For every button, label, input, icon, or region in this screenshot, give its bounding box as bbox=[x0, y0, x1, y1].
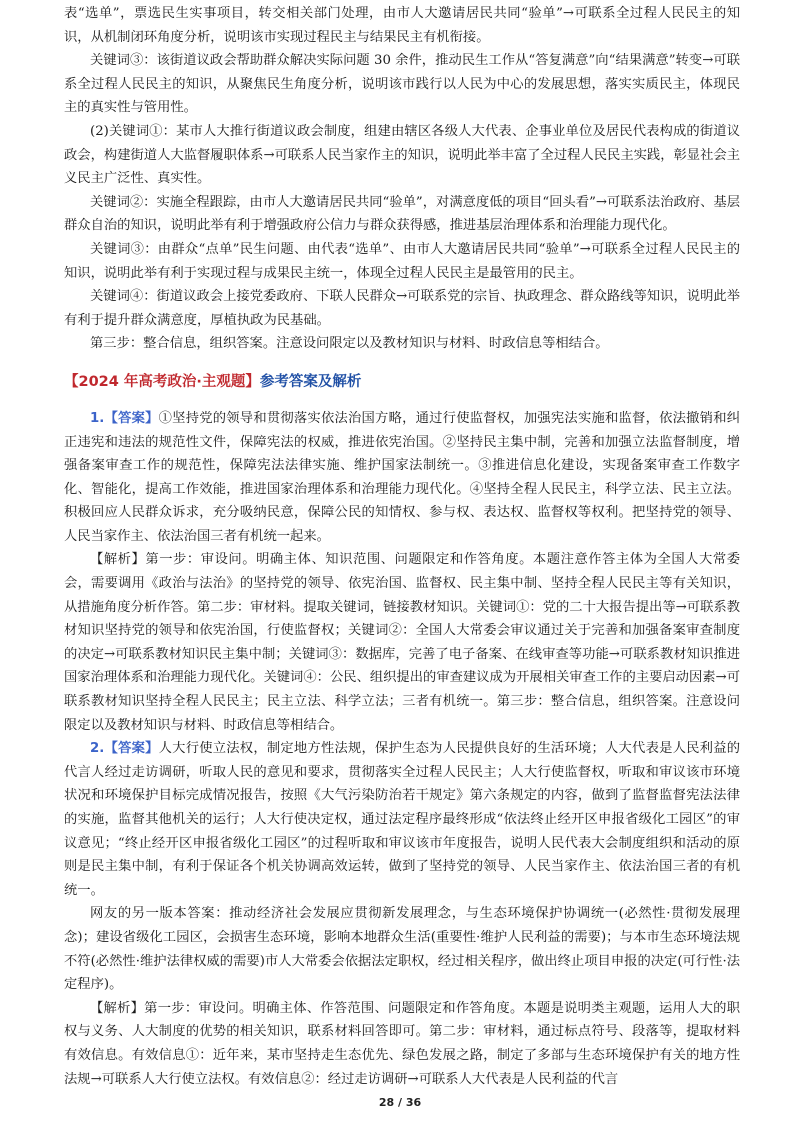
intro-paragraph-1: 表“选单”，票选民生实事项目，转交相关部门处理，由市人大邀请居民共同“验单”→可联系全过程人民民主的知识，从机制闭环角度分析，说明该市实现过程民主与结果民主有机衔接。 bbox=[64, 6, 740, 45]
q2-answer-tag: 【答案】 bbox=[104, 741, 159, 757]
document-content bbox=[64, 2, 740, 1091]
q1-answer bbox=[64, 407, 740, 549]
q1-analysis: 【解析】第一步：审设问。明确主体、知识范围、问题限定和作答角度。本题注意作答主体为全国人大常委会，需要调用《政治与法治》的坚持党的领导、依宪治国、监督权、民主集中制、坚持全程人民民主等有关知识，从措施角度分析作答。第二步：审材料。提取关键词，链接教材知识。关键词①：党的二十大报告提出等→可联系教材知识坚持党的领导和依宪治国，行使监督权；关键词②：全国人大常委会审议通过关于完善和加强备案审查制度的决定→可联系教材知识民主集中制；关键词③：数据库，完善了电子备案、在线审查等功能→可联系教材知识推进国家治理体系和治理能力现代化。关键词④：公民、组织提出的审查建议成为开展相关审查工作的主要启动因素→可联系教材知识坚持全程人民民主；民主立法、科学立法；三者有机统一。第三步：整合信息，组织答案。注意设问限定以及教材知识与材料、时政信息等相结合。 bbox=[64, 552, 740, 733]
q1-answer-tag: 【答案】 bbox=[104, 410, 159, 426]
page-indicator: 28 / 36 bbox=[378, 1096, 422, 1109]
intro-paragraph-5: 关键词③：由群众“点单”民生问题、由代表“选单”、由市人大邀请居民共同“验单”→可联系全过程人民民主的知识，说明此举有利于实现过程与成果民主统一，体现全过程人民民主是最管用的民主。 bbox=[64, 241, 740, 281]
intro-paragraph-6: 关键词④：街道议政会上接党委政府、下联人民群众→可联系党的宗旨、执政理念、群众路线等知识，说明此举有利于提升群众满意度，厚植执政为民基础。 bbox=[64, 289, 740, 328]
intro-paragraph-7: 第三步：整合信息，组织答案。注意设问限定以及教材知识与材料、时政信息等相结合。 bbox=[90, 336, 609, 352]
section-heading-bracket-title: 【2024 年高考政治·主观题】 bbox=[64, 373, 260, 390]
q2-analysis: 【解析】第一步：审设问。明确主体、作答范围、问题限定和作答角度。本题是说明类主观题，运用人大的职权与义务、人大制度的优势的相关知识，联系材料回答即可。第二步：审材料，通过标点符号、段落等，提取材料有效信息。有效信息①：近年来，某市坚持走生态优先、绿色发展之路，制定了多部与生态环境保护有关的地方性法规→可联系人大行使立法权。有效信息②：经过走访调研→可联系人大代表是人民利益的代言 bbox=[64, 1000, 740, 1087]
q2-answer-text: 人大行使立法权，制定地方性法规，保护生态为人民提供良好的生活环境；人大代表是人民利益的代言人经过走访调研，听取人民的意见和要求，贯彻落实全过程人民民主；人大行使监督权，听取和审议该市环境状况和环境保护目标完成情况报告，按照《大气污染防治若干规定》第六条规定的内容，做到了监督监督宪法法律的实施，监督其他机关的运行；人大行使决定权，通过法定程序最终形成“依法终止经开区申报省级化工园区”的审议意见；“终止经开区申报省级化工园区”的过程听取和审议该市年度报告，说明人民代表大会制度组织和活动的原则是民主集中制，有利于保证各个机关协调高效运转，做到了坚持党的领导、人民当家作主、依法治国三者的有机统一。 bbox=[64, 741, 741, 898]
q2-number: 2. bbox=[90, 741, 105, 757]
section-heading bbox=[64, 369, 740, 395]
q1-answer-text: ①坚持党的领导和贯彻落实依法治国方略，通过行使监督权，加强宪法实施和监督，依法撤销和纠正违宪和违法的规范性文件，保障宪法的权威，推进依宪治国。②坚持民主集中制，完善和加强立法监督制度，增强备案审查工作的规范性，保障宪法法律实施、维护国家法制统一。③推进信息化建设，实现备案审查工作数字化、智能化，提高工作效能，推进国家治理体系和治理能力现代化。④坚持全程人民民主，科学立法、民主立法。积极回应人民群众诉求，充分吸纳民意，保障公民的知情权、参与权、表达权、监督权等权利。把坚持党的领导、人民当家作主、依法治国三者有机统一起来。 bbox=[64, 410, 741, 544]
section-heading-suffix: 参考答案及解析 bbox=[259, 373, 362, 390]
intro-paragraph-4: 关键词②：实施全程跟踪，由市人大邀请居民共同“验单”，对满意度低的项目“回头看”→可联系法治政府、基层群众自治的知识，说明此举有利于增强政府公信力与群众获得感，推进基层治理体系和治理能力现代化。 bbox=[64, 194, 740, 234]
intro-paragraph-3: (2)关键词①：某市人大推行街道议政会制度，组建由辖区各级人大代表、企事业单位及居民代表构成的街道议政会，构建街道人大监督履职体系→可联系人民当家作主的知识，说明此举丰富了全过程人民民主实践，彰显社会主义民主广泛性、真实性。 bbox=[64, 123, 740, 187]
q2-alt-answer: 网友的另一版本答案：推动经济社会发展应贯彻新发展理念，与生态环境保护协调统一(必然性·贯彻发展理念)；建设省级化工园区，会损害生态环境，影响本地群众生活(重要性·维护人民利益的需要)；与本市生态环境法规不符(必然性·维护法律权威的需要)市人大常委会依据法定职权，经过相关程序，做出终止项目申报的决定(可行性·法定程序)。 bbox=[64, 906, 740, 993]
q1-number: 1. bbox=[90, 410, 105, 426]
intro-paragraph-2: 关键词③：该街道议政会帮助群众解决实际问题 30 余件，推动民生工作从“答复满意”向“结果满意”转变→可联系全过程人民民主的知识，从聚焦民生角度分析，说明该市践行以人民为中心的发展思想，落实实质民主，体现民主的真实性与管用性。 bbox=[64, 53, 740, 116]
q2-answer bbox=[64, 737, 740, 902]
